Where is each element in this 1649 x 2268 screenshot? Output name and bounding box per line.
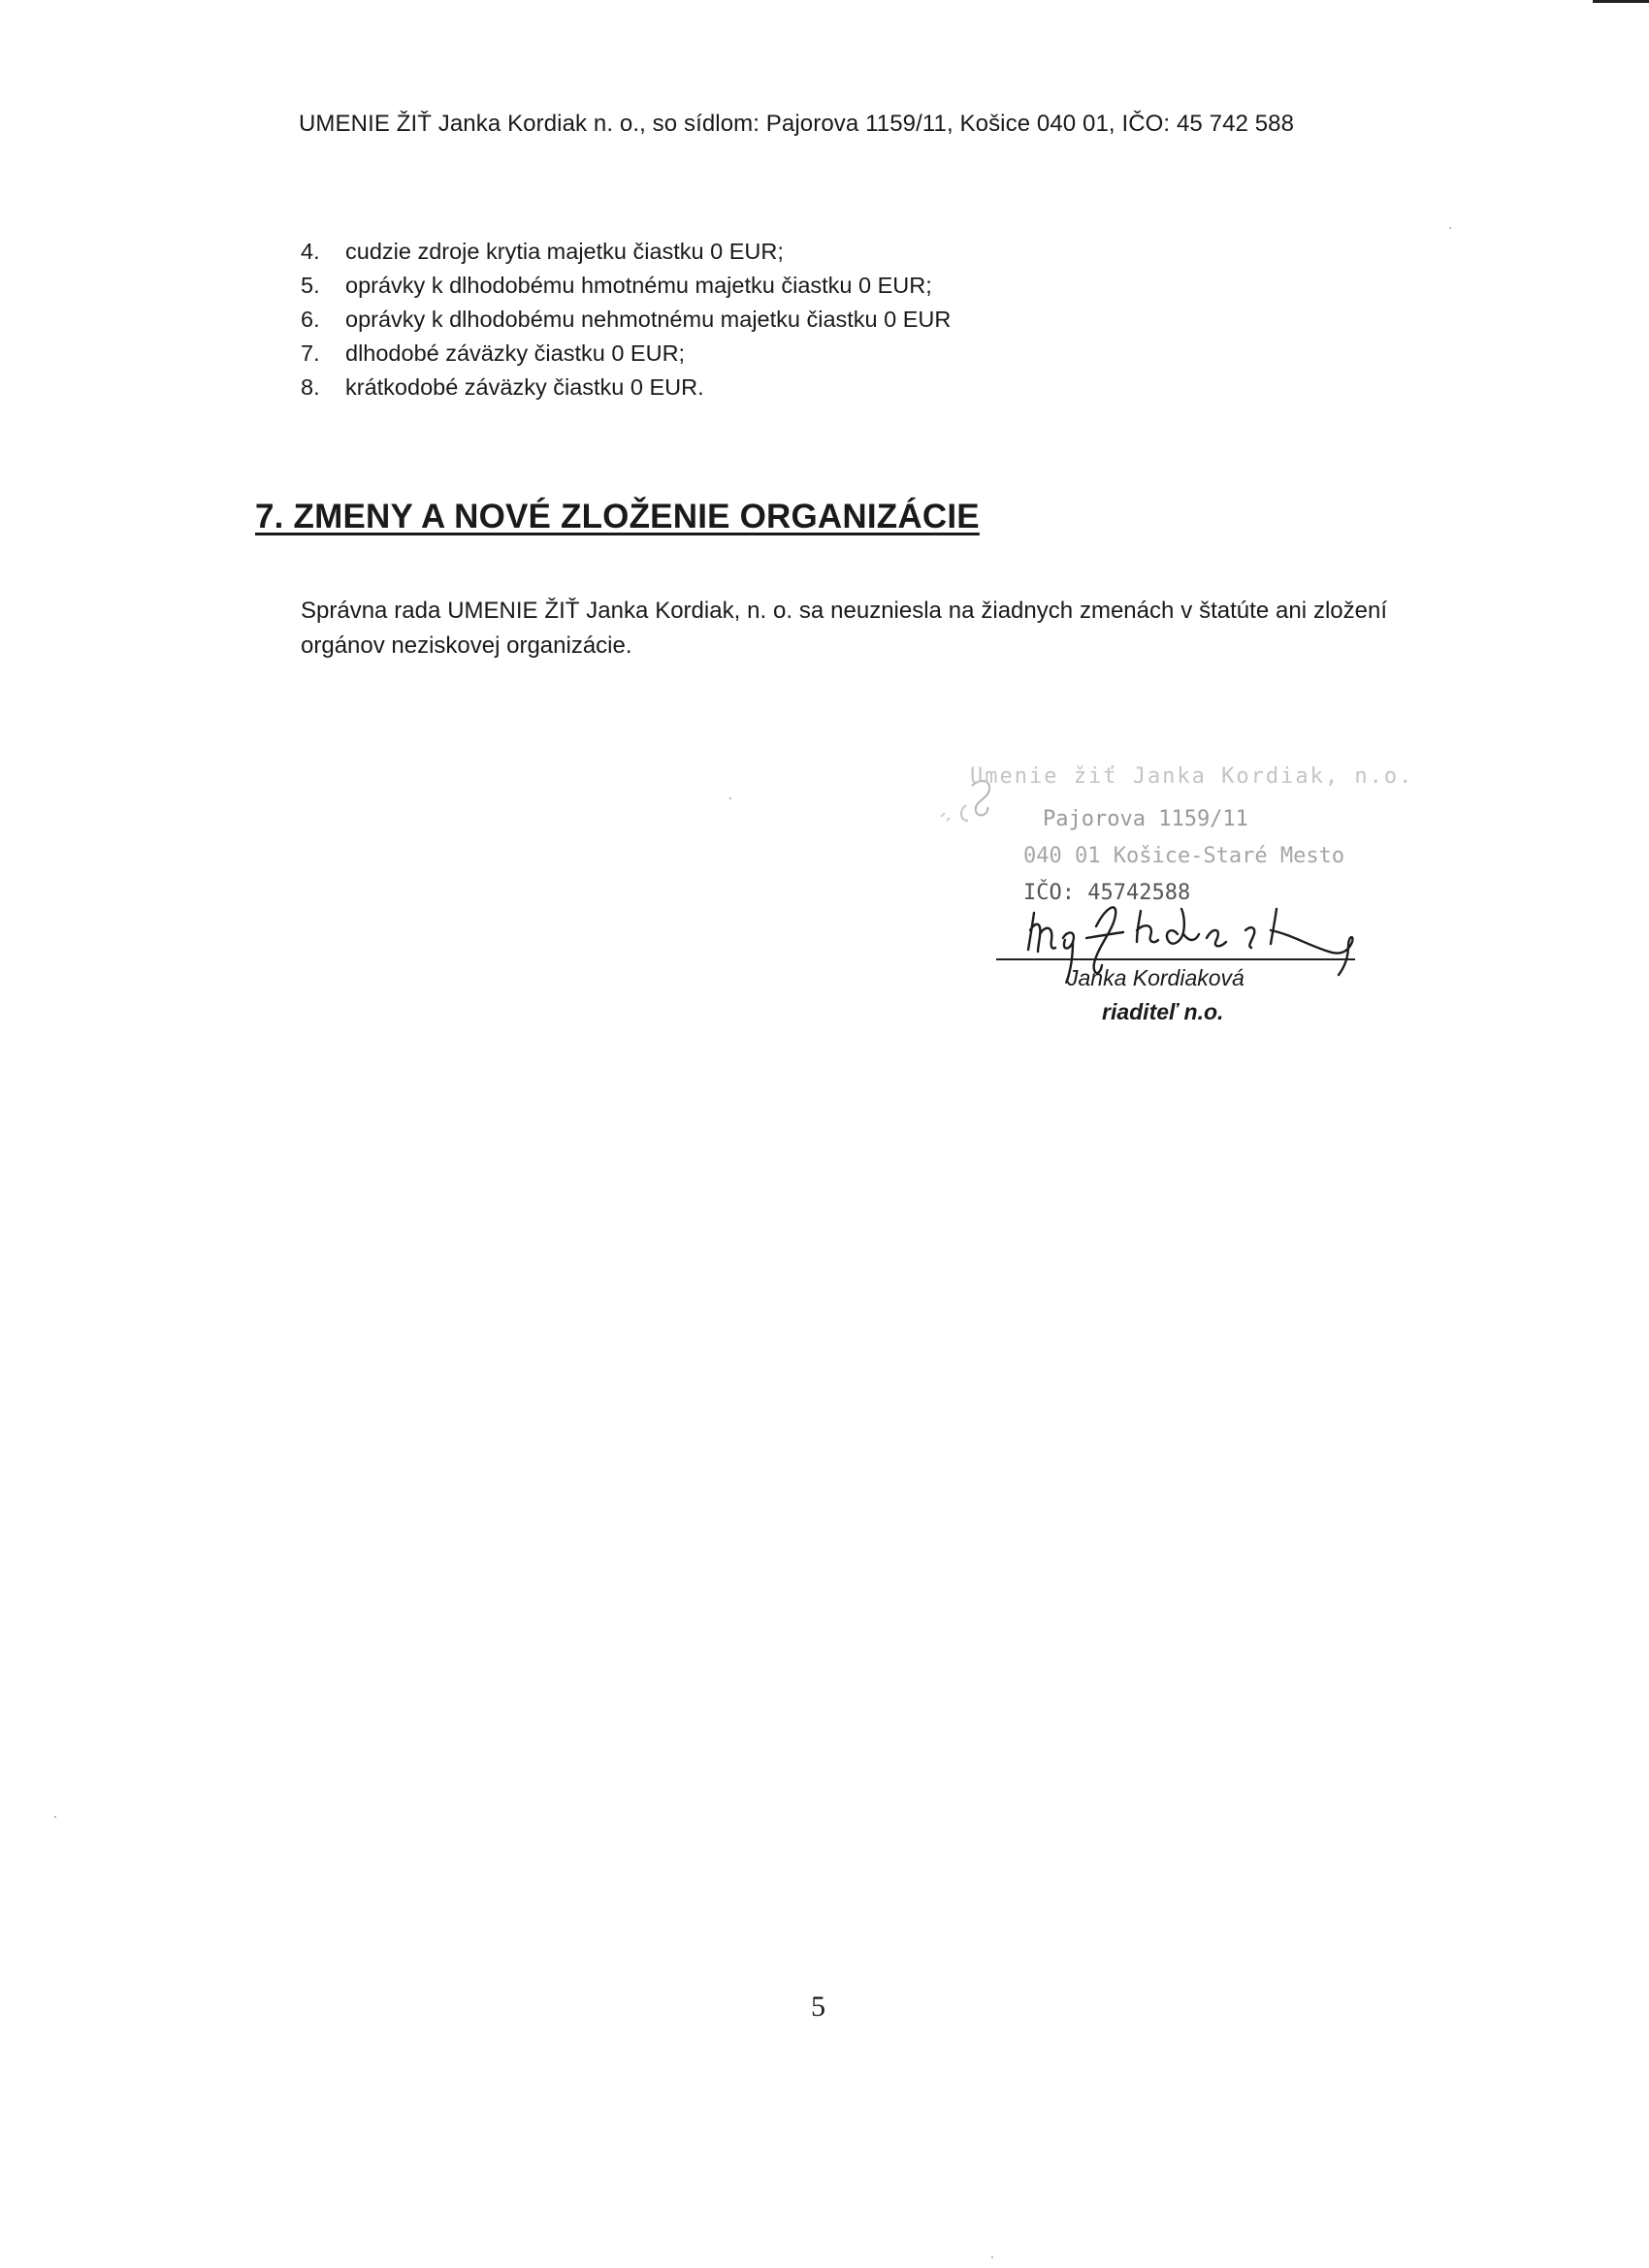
- balance-list: [301, 235, 951, 405]
- list-item-number: 7.: [301, 340, 320, 366]
- list-item-number: 6.: [301, 307, 320, 332]
- scan-speck: [991, 2256, 993, 2258]
- list-item-text: krátkodobé záväzky čiastku 0 EUR.: [345, 374, 704, 400]
- section-paragraph: Správna rada UMENIE ŽIŤ Janka Kordiak, n. o. sa neuzniesla na žiadnych zmenách v štatúte ani zložení orgánov neziskovej organizácie.: [301, 598, 1387, 659]
- list-item: [301, 371, 951, 405]
- document-header: UMENIE ŽIŤ Janka Kordiak n. o., so sídlom: Pajorova 1159/11, Košice 040 01, IČO: 45 742 588: [299, 111, 1295, 137]
- signer-name: Janka Kordiaková: [1067, 965, 1245, 990]
- list-item-number: 8.: [301, 374, 320, 400]
- list-item: [301, 269, 951, 303]
- list-item: [301, 303, 951, 337]
- list-item-text: oprávky k dlhodobému nehmotnému majetku čiastku 0 EUR: [345, 307, 952, 332]
- scan-speck: [1449, 227, 1451, 229]
- stamp-street: Pajorova 1159/11: [1043, 807, 1248, 831]
- list-item-text: oprávky k dlhodobému hmotnému majetku čiastku 0 EUR;: [345, 273, 932, 298]
- list-item-text: cudzie zdroje krytia majetku čiastku 0 EUR;: [345, 239, 784, 264]
- list-item-number: 5.: [301, 273, 320, 298]
- list-item: [301, 235, 951, 269]
- list-item: [301, 337, 951, 371]
- stamp-org-name: Umenie žiť Janka Kordiak, n.o.: [970, 764, 1414, 789]
- scan-speck: [729, 797, 731, 799]
- signature-line: [996, 958, 1355, 960]
- page-number: 5: [811, 1991, 825, 2023]
- signer-title: riaditeľ n.o.: [1102, 999, 1224, 1024]
- list-item-text: dlhodobé záväzky čiastku 0 EUR;: [345, 340, 686, 366]
- stamp-city: 040 01 Košice-Staré Mesto: [1023, 844, 1345, 868]
- scan-speck: [54, 1816, 56, 1818]
- section-title: 7. ZMENY A NOVÉ ZLOŽENIE ORGANIZÁCIE: [255, 498, 980, 535]
- stamp-ico: IČO: 45742588: [1023, 881, 1191, 905]
- list-item-number: 4.: [301, 239, 320, 264]
- scan-corner-mark: [1593, 0, 1649, 3]
